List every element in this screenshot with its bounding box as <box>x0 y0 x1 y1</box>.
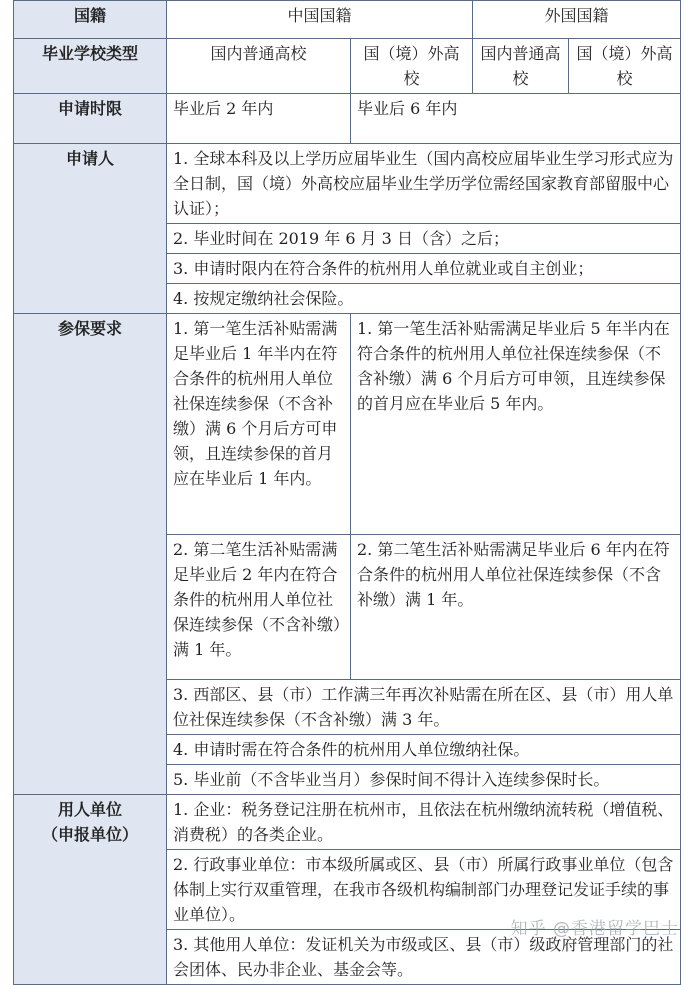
period-overseas: 毕业后 6 年内 <box>351 94 681 144</box>
employer-label <box>14 795 167 985</box>
insurance-item: 4. 申请时需在符合条件的杭州用人单位缴纳社保。 <box>167 735 681 765</box>
applicant-item: 2. 毕业时间在 2019 年 6 月 3 日（含）之后； <box>167 224 681 254</box>
school-type-label: 毕业学校类型 <box>14 39 167 94</box>
period-label: 申请时限 <box>14 94 167 144</box>
employer-item: 1. 企业：税务登记注册在杭州市，且依法在杭州缴纳流转税（增值税、消费税）的各类企业。 <box>167 795 681 850</box>
chinese-nationality-header: 中国国籍 <box>167 1 473 39</box>
applicant-row <box>14 144 681 224</box>
cn-overseas-school: 国（境）外高校 <box>351 39 473 94</box>
period-row <box>14 94 681 144</box>
employer-item: 2. 行政事业单位：市本级所属或区、县（市）所属行政事业单位（包含体制上实行双重管理，在我市各级机构编制部门办理登记发证手续的事业单位）。 <box>167 850 681 930</box>
first-subsidy-domestic: 1. 第一笔生活补贴需满足毕业后 1 年半内在符合条件的杭州用人单位社保连续参保（不含补缴）满 6 个月后方可申领，且连续参保的首月应在毕业后 1 年内。 <box>167 314 351 535</box>
applicant-item: 1. 全球本科及以上学历应届毕业生（国内高校应届毕业生学习形式应为全日制，国（境）外高校应届毕业生学历学位需经国家教育部留服中心认证）； <box>167 144 681 224</box>
watermark-text: 知乎 @香港留学巴士 <box>510 919 679 939</box>
first-subsidy-overseas: 1. 第一笔生活补贴需满足毕业后 5 年半内在符合条件的杭州用人单位社保连续参保（不含补缴）满 6 个月后方可申领，且连续参保的首月应在毕业后 5 年内。 <box>351 314 681 535</box>
insurance-item: 3. 西部区、县（市）工作满三年再次补贴需在所在区、县（市）用人单位社保连续参保（不含补缴）满 3 年。 <box>167 680 681 735</box>
employer-item: 3. 其他用人单位：发证机关为市级或区、县（市）级政府管理部门的社会团体、民办非企业、基金会等。 <box>167 930 681 985</box>
policy-table <box>13 0 681 985</box>
employer-label-line1: 用人单位 <box>57 800 122 819</box>
insurance-row <box>14 314 681 535</box>
cn-domestic-school: 国内普通高校 <box>167 39 351 94</box>
applicant-item: 4. 按规定缴纳社会保险。 <box>167 284 681 314</box>
insurance-label: 参保要求 <box>14 314 167 795</box>
applicant-item: 3. 申请时限内在符合条件的杭州用人单位就业或自主创业； <box>167 254 681 284</box>
nationality-label: 国籍 <box>14 1 167 39</box>
second-subsidy-domestic: 2. 第二笔生活补贴需满足毕业后 2 年内在符合条件的杭州用人单位社保连续参保（不含补缴）满 1 年。 <box>167 535 351 680</box>
fr-domestic-school: 国内普通高校 <box>473 39 569 94</box>
applicant-label: 申请人 <box>14 144 167 314</box>
employer-row <box>14 795 681 850</box>
employer-label-line2: （申报单位） <box>41 825 138 844</box>
insurance-item: 5. 毕业前（不含毕业当月）参保时间不得计入连续参保时长。 <box>167 765 681 795</box>
fr-overseas-school: 国（境）外高校 <box>569 39 681 94</box>
second-subsidy-overseas: 2. 第二笔生活补贴需满足毕业后 6 年内在符合条件的杭州用人单位社保连续参保（不含补缴）满 1 年。 <box>351 535 681 680</box>
period-domestic: 毕业后 2 年内 <box>167 94 351 144</box>
school-type-row <box>14 39 681 94</box>
foreign-nationality-header: 外国国籍 <box>473 1 681 39</box>
nationality-row <box>14 1 681 39</box>
